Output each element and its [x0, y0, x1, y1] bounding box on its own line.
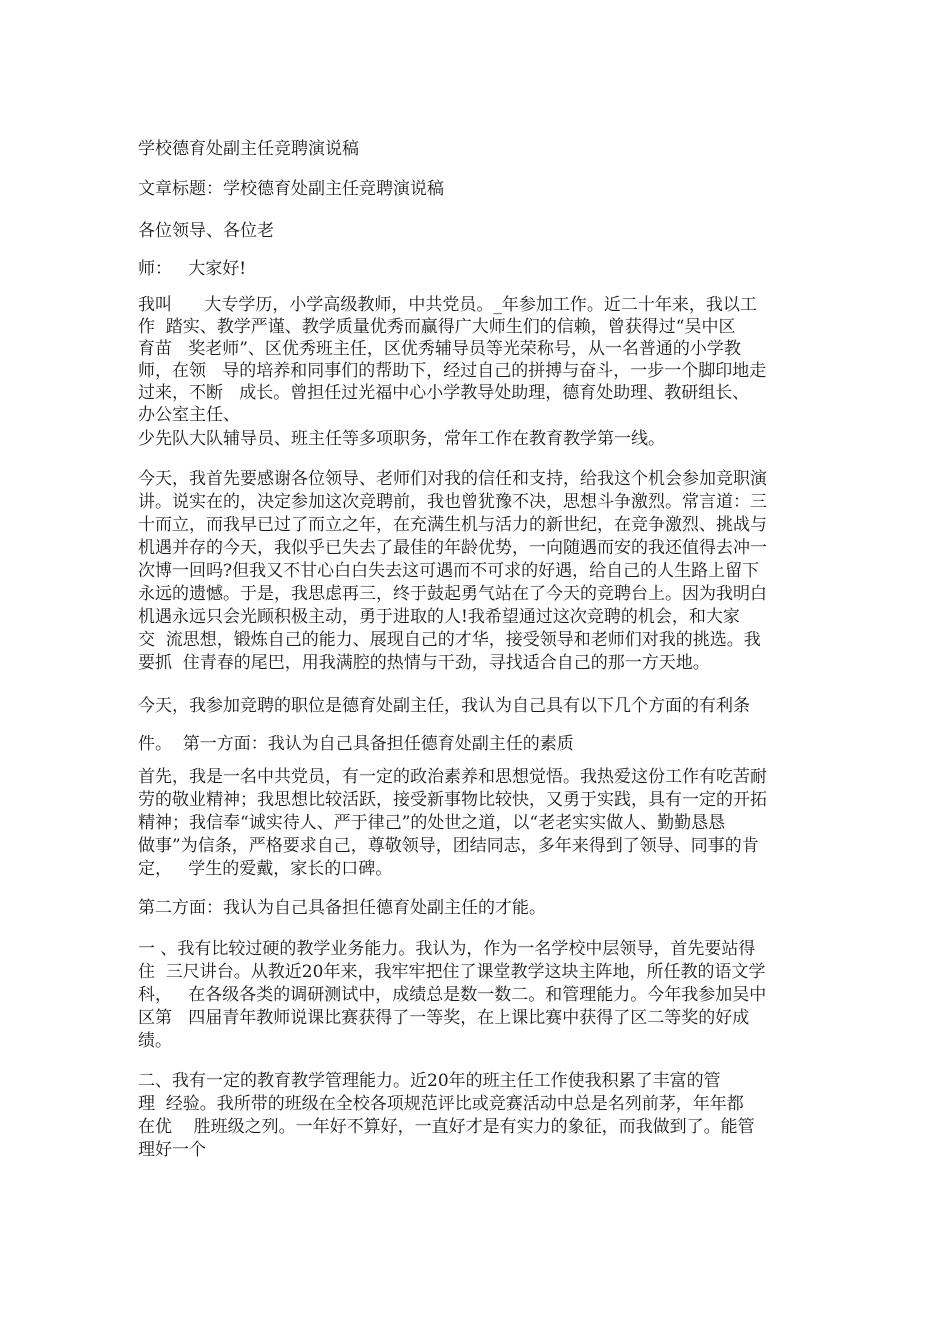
paragraph-line: 在优 胜班级之列。一年好不算好，一直好才是有实力的象征，而我做到了。能管	[138, 1117, 755, 1137]
paragraph-line: 住 三尺讲台。从教近20年来，我牢牢把住了课堂教学这块主阵地，所任教的语文学	[138, 962, 766, 982]
paragraph-line: 过来，不断 成长。曾担任过光福中心小学教导处助理，德育处助理、教研组长、	[138, 383, 750, 403]
paragraph-line: 机遇永远只会光顾积极主动，勇于进取的人!我希望通过这次竞聘的机会，和大家	[138, 607, 740, 627]
paragraph-line: 区第 四届青年教师说课比赛获得了一等奖，在上课比赛中获得了区二等奖的好成	[138, 1008, 750, 1028]
paragraph-line: 师，在领 导的培养和同事们的帮助下，经过自己的拼搏与奋斗，一步一个脚印地走	[138, 361, 767, 381]
paragraph-line: 今天，我首先要感谢各位领导、老师们对我的信任和支持，给我这个机会参加竞职演	[138, 469, 767, 489]
paragraph-line: 二、我有一定的教育教学管理能力。近20年的班主任工作使我积累了丰富的管	[138, 1071, 721, 1091]
paragraph-line: 定， 学生的爱戴，家长的口碑。	[138, 859, 393, 879]
section-heading-line: 第二方面：我认为自己具备担任德育处副主任的才能。	[138, 898, 546, 918]
paragraph-line: 次博一回吗?但我又不甘心白白失去这可遇而不可求的好遇，给自己的人生路上留下	[138, 561, 760, 581]
paragraph-line: 讲。说实在的，决定参加这次竞聘前，我也曾犹豫不决，思想斗争激烈。常言道：三	[138, 492, 767, 512]
paragraph-line: 十而立，而我早已过了而立之年，在充满生机与活力的新世纪，在竞争激烈、挑战与	[138, 515, 767, 535]
paragraph-line: 少先队大队辅导员、班主任等多项职务，常年工作在教育教学第一线。	[138, 429, 665, 449]
paragraph-line: 科， 在各级各类的调研测试中，成绩总是数一数二。和管理能力。今年我参加吴中	[138, 985, 767, 1005]
paragraph-line: 机遇并存的今天，我似乎已失去了最佳的年龄优势，一向随遇而安的我还值得去冲一	[138, 538, 767, 558]
article-title-line: 文章标题：学校德育处副主任竞聘演说稿	[138, 179, 444, 199]
paragraph-line: 理好一个	[138, 1140, 206, 1160]
greeting-line-2: 师： 大家好!	[138, 259, 247, 279]
paragraph-line: 我叫 大专学历，小学高级教师，中共党员。_年参加工作。近二十年来，我以工	[138, 295, 757, 315]
paragraph-line: 办公室主任、	[138, 405, 240, 425]
paragraph-line: 绩。	[138, 1031, 172, 1051]
paragraph-line: 精神；我信奉“诚实待人、严于律己”的处世之道，以“老老实实做人、勤勤恳恳	[138, 813, 726, 833]
greeting-line-1: 各位领导、各位老	[138, 221, 274, 241]
paragraph-line: 劳的敬业精神；我思想比较活跃，接受新事物比较快，又勇于实践，具有一定的开拓	[138, 790, 767, 810]
paragraph-line: 做事”为信条，严格要求自己，尊敬领导，团结同志，多年来得到了领导、同事的肯	[138, 836, 759, 856]
paragraph-line: 首先，我是一名中共党员，有一定的政治素养和思想觉悟。我热爱这份工作有吃苦耐	[138, 767, 767, 787]
section-heading-line: 件。 第一方面：我认为自己具备担任德育处副主任的素质	[138, 734, 574, 754]
paragraph-line: 永远的遗憾。于是，我思虑再三，终于鼓起勇气站在了今天的竞聘台上。因为我明白	[138, 584, 767, 604]
paragraph-line: 一 、我有比较过硬的教学业务能力。我认为，作为一名学校中层领导，首先要站得	[138, 939, 756, 959]
paragraph-line: 育苗 奖老师”、区优秀班主任，区优秀辅导员等光荣称号，从一名普通的小学教	[138, 339, 741, 359]
paragraph-line: 要抓 住青春的尾巴，用我满腔的热情与干劲，寻找适合自己的那一方天地。	[138, 653, 710, 673]
paragraph-line: 今天，我参加竞聘的职位是德育处副主任，我认为自己具有以下几个方面的有利条	[138, 696, 750, 716]
document-title: 学校德育处副主任竞聘演说稿	[138, 139, 359, 159]
paragraph-line: 交 流思想，锻炼自己的能力、展现自己的才华，接受领导和老师们对我的挑选。我	[138, 630, 761, 650]
paragraph-line: 理 经验。我所带的班级在全校各项规范评比或竞赛活动中总是名列前茅，年年都	[138, 1094, 744, 1114]
paragraph-line: 作 踏实、教学严谨、教学质量优秀而赢得广大师生们的信赖，曾获得过“吴中区	[138, 317, 736, 337]
